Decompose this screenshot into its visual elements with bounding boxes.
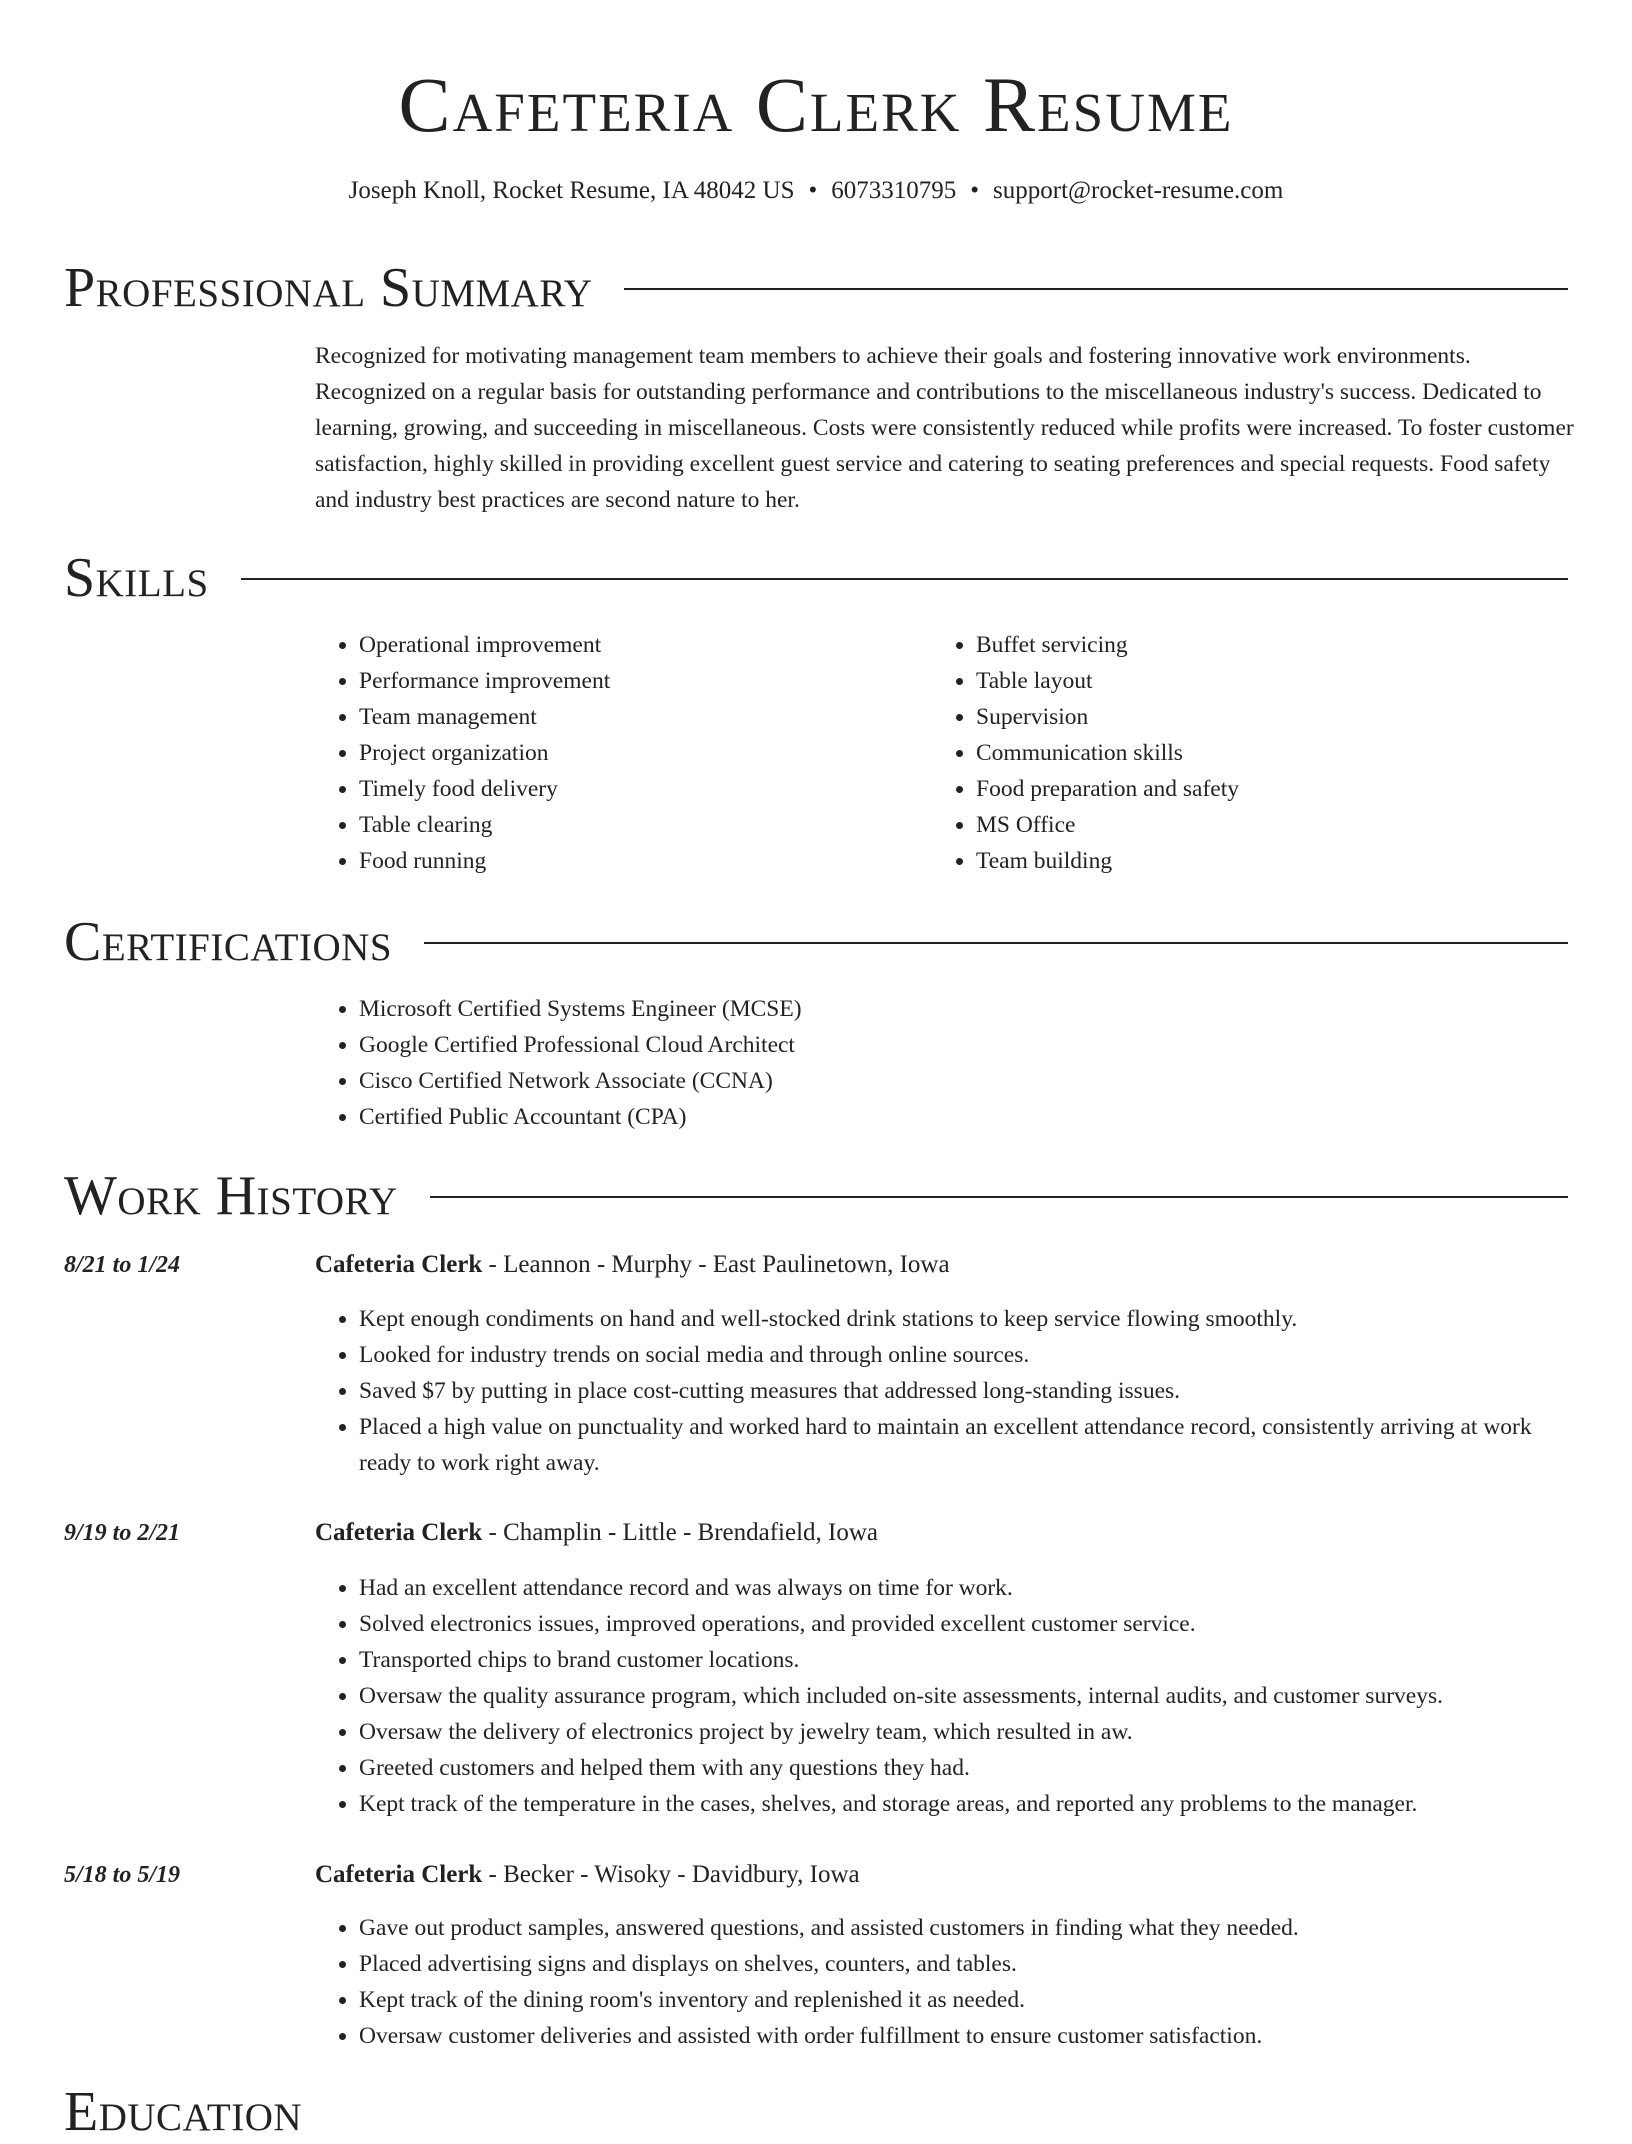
section-divider xyxy=(624,288,1568,290)
job-duties xyxy=(315,1301,1575,1481)
skills-column-left xyxy=(315,627,875,879)
summary-section-header xyxy=(64,256,1568,320)
contact-phone: 6073310795 xyxy=(831,177,957,204)
duty-item: • Had an excellent attendance record and was always on time for work. xyxy=(359,1570,1575,1606)
skills-column-right xyxy=(932,627,1532,879)
duty-item: • Transported chips to brand customer locations. xyxy=(359,1642,1575,1678)
skill-item: • Operational improvement xyxy=(359,627,875,663)
work-history-section-header xyxy=(64,1164,1568,1228)
duty-item: • Oversaw customer deliveries and assisted with order fulfillment to ensure customer satisfaction. xyxy=(359,2018,1575,2054)
contact-separator: • xyxy=(808,177,818,204)
duty-item: • Greeted customers and helped them with any questions they had. xyxy=(359,1750,1575,1786)
contact-line xyxy=(0,174,1632,208)
duty-item: • Kept enough condiments on hand and well-stocked drink stations to keep service flowing smoothly. xyxy=(359,1301,1575,1337)
certification-item: • Microsoft Certified Systems Engineer (MCSE) xyxy=(359,991,1315,1027)
duty-item: • Oversaw the delivery of electronics project by jewelry team, which resulted in aw. xyxy=(359,1714,1575,1750)
contact-email[interactable]: support@rocket-resume.com xyxy=(993,177,1284,204)
duty-item: • Placed a high value on punctuality and worked hard to maintain an excellent attendance record, consistently arriving at work ready to work right away. xyxy=(359,1409,1575,1481)
duty-item: • Looked for industry trends on social media and through online sources. xyxy=(359,1337,1575,1373)
skill-item: • Communication skills xyxy=(976,735,1532,771)
job-dates: 9/19 to 2/21 xyxy=(64,1520,181,1546)
skill-item: • Performance improvement xyxy=(359,663,875,699)
skill-item: • Food running xyxy=(359,843,875,879)
job-heading xyxy=(315,1516,878,1550)
duty-item: • Placed advertising signs and displays on shelves, counters, and tables. xyxy=(359,1946,1575,1982)
education-section-header xyxy=(64,2080,1568,2144)
section-heading-skills: Skills xyxy=(64,547,209,609)
contact-address: Joseph Knoll, Rocket Resume, IA 48042 US xyxy=(348,177,795,204)
section-heading-certifications: Certifications xyxy=(64,911,393,973)
certifications-section-header xyxy=(64,910,1568,974)
skill-item: • Table clearing xyxy=(359,807,875,843)
certification-item: • Cisco Certified Network Associate (CCNA) xyxy=(359,1063,1315,1099)
duty-item: • Oversaw the quality assurance program, which included on-site assessments, internal audits, and customer surveys. xyxy=(359,1678,1575,1714)
certifications-list xyxy=(315,991,1315,1135)
job-title: Cafeteria Clerk xyxy=(315,1251,483,1278)
skill-item: • Buffet servicing xyxy=(976,627,1532,663)
section-heading-education: Education xyxy=(64,2081,303,2143)
job-duties xyxy=(315,1910,1575,2054)
job-employer: - Leannon - Murphy - East Paulinetown, Iowa xyxy=(482,1251,950,1278)
skills-section-header xyxy=(64,546,1568,610)
duty-item: • Saved $7 by putting in place cost-cutting measures that addressed long-standing issues. xyxy=(359,1373,1575,1409)
job-employer: - Becker - Wisoky - Davidbury, Iowa xyxy=(482,1861,860,1888)
contact-separator: • xyxy=(970,177,980,204)
skill-item: • Team building xyxy=(976,843,1532,879)
certification-item: • Certified Public Accountant (CPA) xyxy=(359,1099,1315,1135)
job-title: Cafeteria Clerk xyxy=(315,1519,483,1546)
duty-item: • Solved electronics issues, improved operations, and provided excellent customer service. xyxy=(359,1606,1575,1642)
section-heading-work-history: Work History xyxy=(64,1165,398,1227)
section-heading-summary: Professional Summary xyxy=(64,257,593,319)
job-employer: - Champlin - Little - Brendafield, Iowa xyxy=(482,1519,879,1546)
skill-item: • Project organization xyxy=(359,735,875,771)
section-divider xyxy=(424,942,1568,944)
job-title: Cafeteria Clerk xyxy=(315,1861,483,1888)
job-heading xyxy=(315,1248,950,1282)
section-divider xyxy=(430,1196,1568,1198)
job-heading xyxy=(315,1858,860,1892)
resume-title: Cafeteria Clerk Resume xyxy=(398,61,1234,148)
duty-item: • Kept track of the dining room's inventory and replenished it as needed. xyxy=(359,1982,1575,2018)
duty-item: • Kept track of the temperature in the cases, shelves, and storage areas, and reported any problems to the manager. xyxy=(359,1786,1575,1822)
summary-text: Recognized for motivating management team members to achieve their goals and fostering innovative work environments. Recognized on a regular basis for outstanding performance and contributions to the miscellaneous industry's success. Dedicated to learning, growing, and succeeding in miscellaneous. Costs were consistently reduced while profits were increased. To foster customer satisfaction, highly skilled in providing excellent guest service and catering to seating preferences and special requests. Food safety and industry best practices are second nature to her. xyxy=(315,343,1574,513)
skill-item: • Food preparation and safety xyxy=(976,771,1532,807)
skill-item: • Table layout xyxy=(976,663,1532,699)
duty-item: • Gave out product samples, answered questions, and assisted customers in finding what they needed. xyxy=(359,1910,1575,1946)
skill-item: • Team management xyxy=(359,699,875,735)
skill-item: • Supervision xyxy=(976,699,1532,735)
section-divider xyxy=(241,578,1568,580)
certification-item: • Google Certified Professional Cloud Architect xyxy=(359,1027,1315,1063)
job-dates: 5/18 to 5/19 xyxy=(64,1862,181,1888)
skill-item: • Timely food delivery xyxy=(359,771,875,807)
job-dates: 8/21 to 1/24 xyxy=(64,1252,181,1278)
skill-item: • MS Office xyxy=(976,807,1532,843)
job-duties xyxy=(315,1570,1575,1822)
